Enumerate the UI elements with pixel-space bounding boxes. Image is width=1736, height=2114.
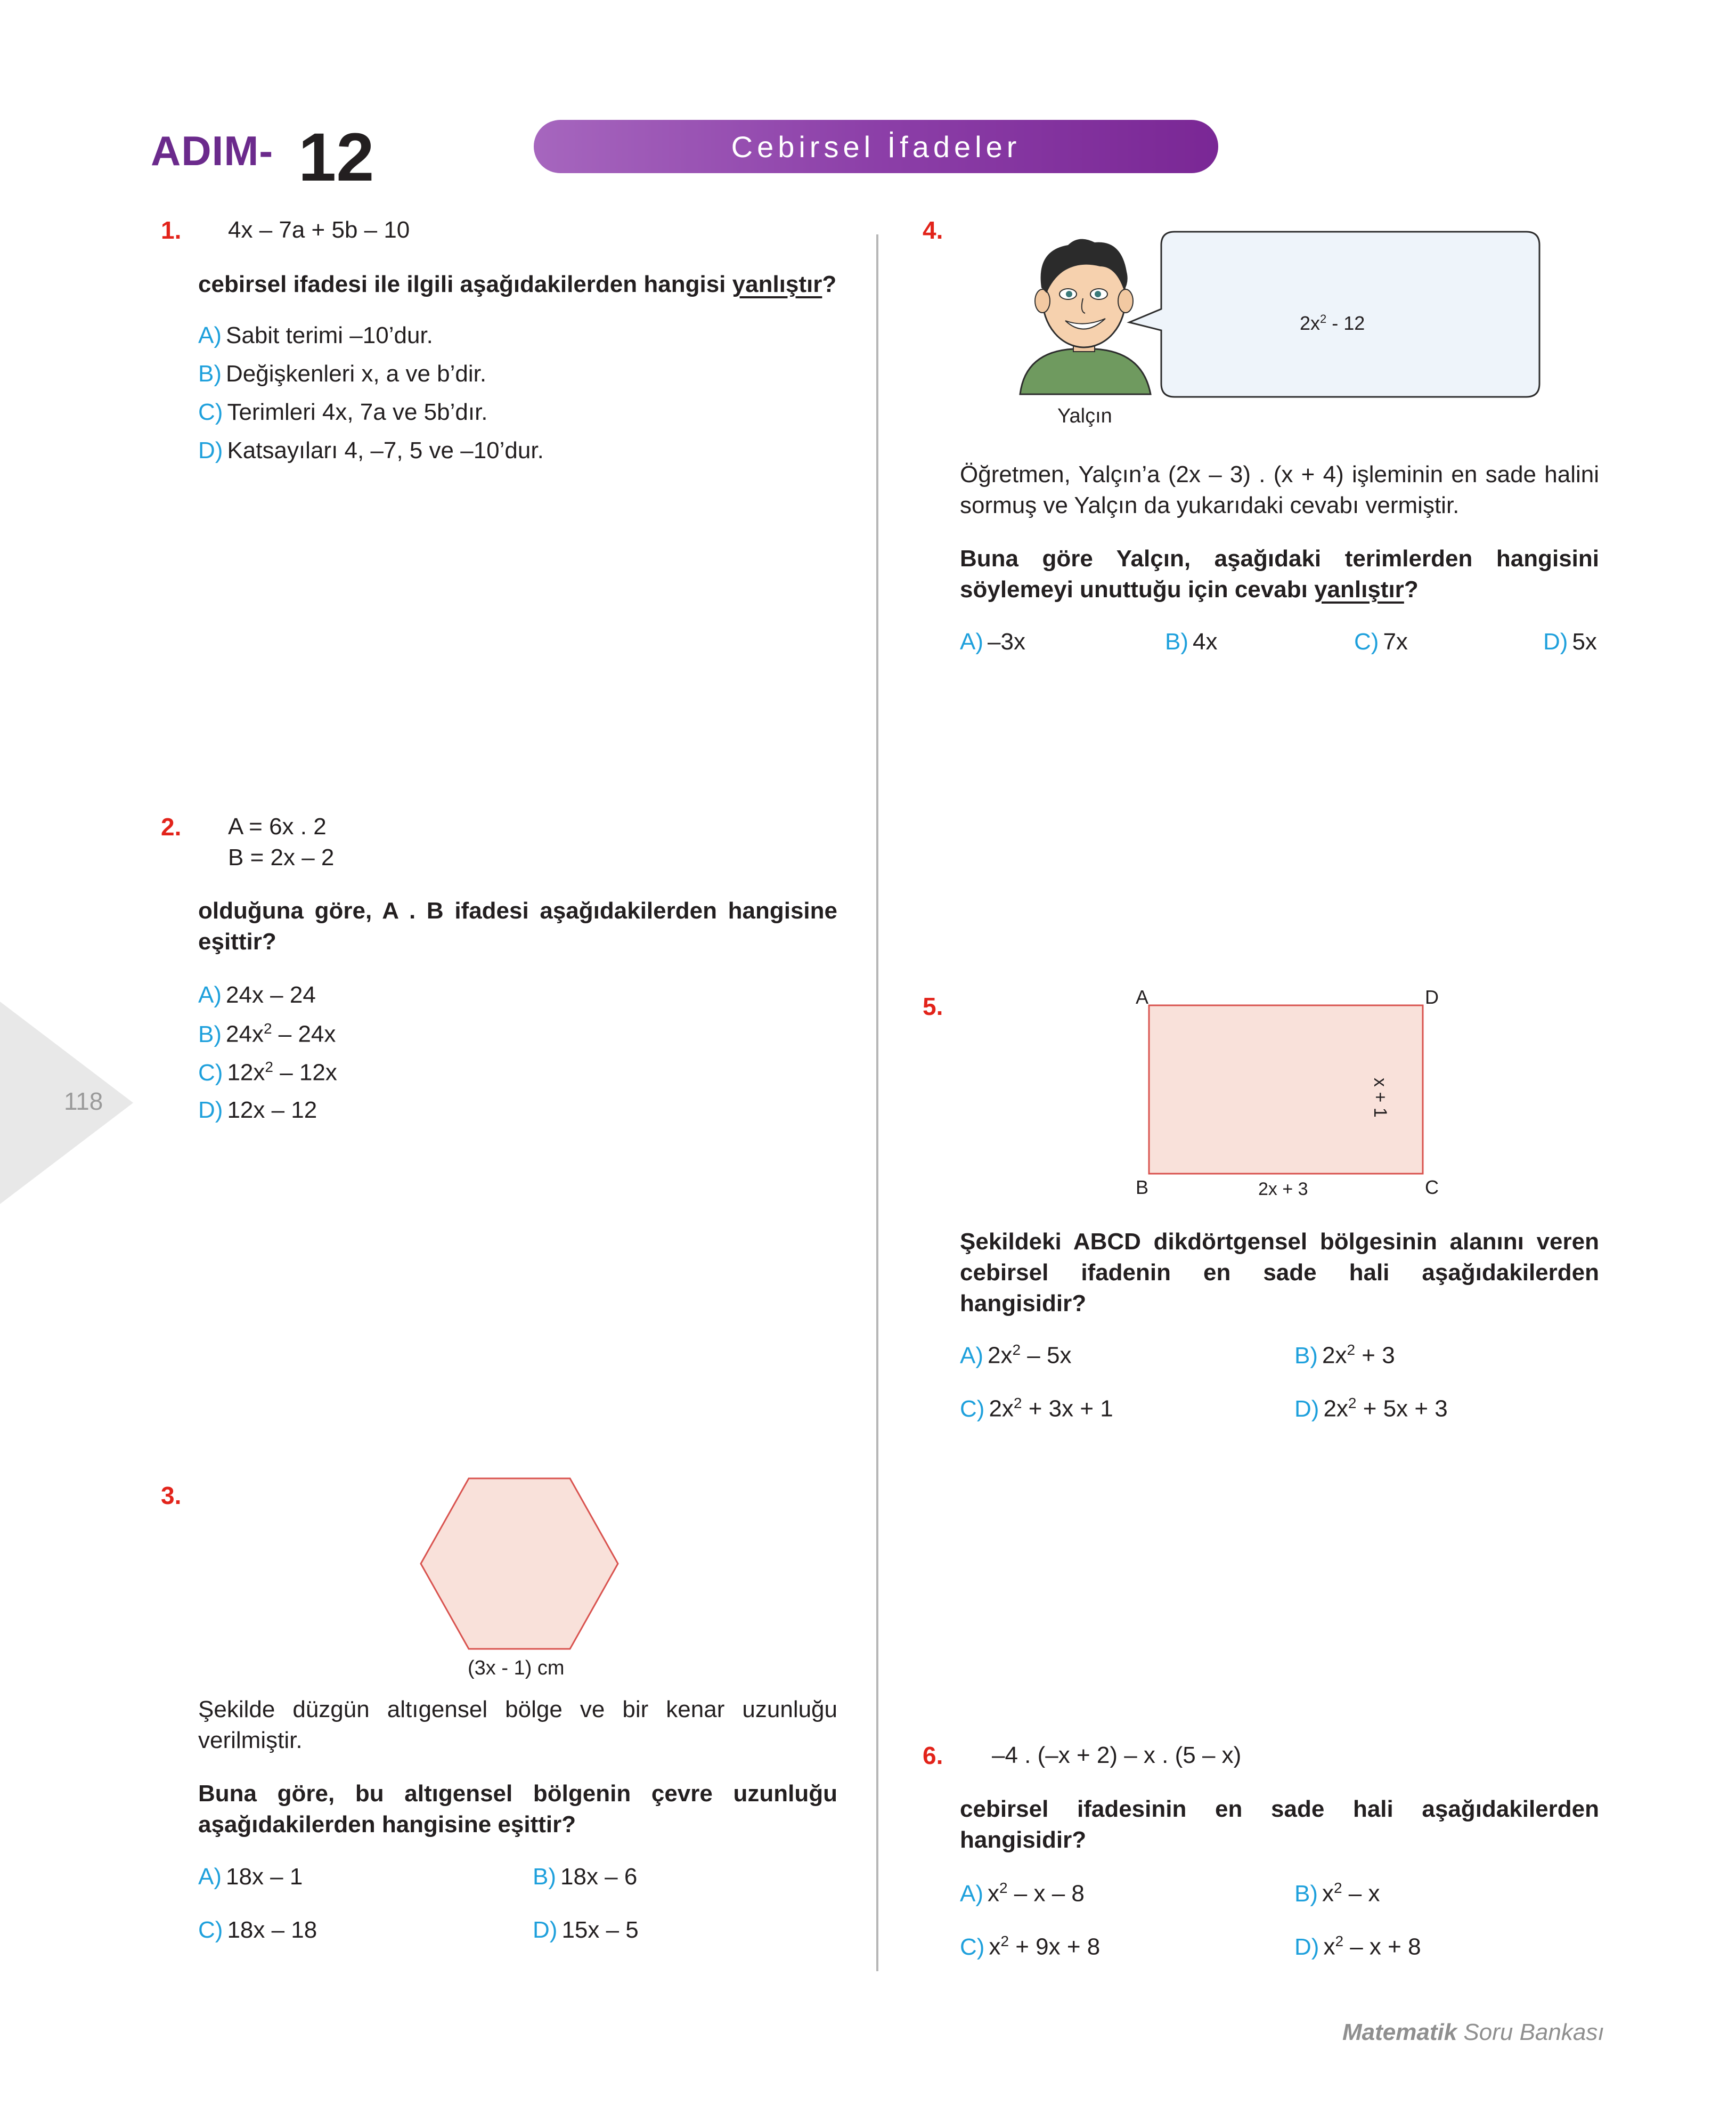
q4-person-name: Yalçın [1057,405,1112,427]
option-text: x [989,1933,1001,1960]
q4-option-a[interactable] [960,629,1025,655]
option-exponent: 2 [1348,1395,1357,1411]
q1-question-text: cebirsel ifadesi ile ilgili aşağıdakilerden hangisi [198,271,732,297]
q2-line-b: B = 2x – 2 [228,844,335,871]
boy-ear-right [1118,289,1133,313]
q6-option-c[interactable] [960,1933,1100,1961]
option-text: 12x [227,1059,265,1086]
vertex-b-label: B [1136,1176,1149,1198]
q4-question-emphasis: yanlıştır [1314,576,1404,603]
option-text: x [988,1880,999,1907]
option-text: 2x [988,1342,1013,1369]
option-text: 7x [1383,629,1408,655]
option-exponent: 2 [265,1059,273,1075]
adim-label: ADIM- [151,127,274,174]
boy-shirt [1020,349,1151,394]
q6-question: cebirsel ifadesinin en sade hali aşağıdakilerden hangisidir? [960,1796,1599,1853]
option-text: 2x [989,1395,1014,1422]
option-text: 18x – 18 [227,1917,317,1943]
q4-option-c[interactable] [1354,629,1408,655]
q4-bubble-answer [1300,304,1365,339]
vertex-c-label: C [1425,1176,1439,1198]
boy-pupil-left [1066,291,1072,297]
vertex-a-label: A [1136,986,1149,1008]
width-label: 2x + 3 [1258,1179,1308,1199]
option-letter: A) [960,1342,983,1369]
option-letter: D) [1294,1933,1319,1960]
option-text-rest: – 12x [273,1059,337,1086]
option-letter: B) [198,1021,222,1047]
option-text: x [1323,1933,1335,1960]
q1-question-mark: ? [822,271,837,297]
q6-expression: –4 . (–x + 2) – x . (5 – x) [992,1742,1242,1768]
option-text: –3x [988,629,1025,655]
option-letter: D) [533,1917,558,1943]
option-letter: A) [198,322,222,348]
topic-title: Cebirsel İfadeler [731,129,1021,164]
option-text: 18x – 1 [226,1864,303,1890]
q1-expression: 4x – 7a + 5b – 10 [228,217,410,243]
q5-option-a[interactable] [960,1341,1071,1369]
q3-option-b[interactable] [533,1864,637,1890]
q6-number: 6. [923,1742,943,1769]
option-exponent: 2 [1334,1880,1342,1896]
adim-number: 12 [298,119,374,196]
option-exponent: 2 [1000,1933,1009,1949]
hexagon-shape [421,1478,618,1649]
option-letter: B) [1165,629,1188,655]
option-letter: C) [1354,629,1379,655]
option-letter: A) [198,1864,222,1890]
option-text: 12x – 12 [227,1097,317,1123]
q3-question: Buna göre, bu altıgensel bölgenin çevre uzunluğu aşağıdakilerden hangisine eşittir? [198,1780,837,1837]
option-text: 2x [1323,1395,1348,1422]
option-exponent: 2 [1013,1395,1022,1411]
option-exponent: 2 [999,1880,1008,1896]
q4-question [960,543,1599,605]
footer-subtitle: Soru Bankası [1463,2019,1604,2045]
option-letter: A) [198,982,222,1008]
option-letter: C) [960,1933,985,1960]
q3-option-d[interactable] [533,1917,639,1944]
option-letter: B) [533,1864,556,1890]
option-text-rest: – x + 8 [1343,1933,1421,1960]
q4-question-text: Buna göre Yalçın, aşağıdaki terimlerden hangisini söylemeyi unuttuğu için cevabı [960,546,1599,603]
q3-side-label: (3x - 1) cm [468,1657,565,1679]
q1-number: 1. [161,216,182,244]
q5-option-b[interactable] [1294,1341,1395,1369]
option-text-rest: – 24x [272,1021,336,1047]
option-letter: B) [198,361,222,387]
q6-option-b[interactable] [1294,1880,1380,1907]
option-exponent: 2 [263,1020,272,1037]
option-text: Katsayıları 4, –7, 5 ve –10’dur. [227,437,544,464]
option-text-rest: + 3x + 1 [1022,1395,1113,1422]
option-text: 4x [1193,629,1218,655]
option-text: 18x – 6 [560,1864,638,1890]
q1-option-d[interactable] [198,437,544,464]
option-exponent: 2 [1335,1933,1344,1949]
q2-number: 2. [161,813,182,841]
option-text: 5x [1572,629,1597,655]
q2-option-a[interactable] [198,982,316,1009]
option-letter: D) [198,1097,223,1123]
option-text: 15x – 5 [561,1917,639,1943]
q4-question-mark: ? [1404,576,1419,603]
q5-question: Şekildeki ABCD dikdörtgensel bölgesinin alanını veren cebirsel ifadenin en sade hali aşağıdakilerden hangisidir? [960,1229,1599,1316]
q2-option-d[interactable] [198,1097,317,1124]
option-letter: B) [1294,1880,1318,1907]
option-text-rest: + 5x + 3 [1356,1395,1448,1422]
option-letter: C) [198,1917,223,1943]
option-text-rest: – x [1342,1880,1380,1907]
option-letter: A) [960,629,983,655]
option-text: 2x [1322,1342,1347,1369]
q2-option-b[interactable] [198,1020,336,1048]
q5-option-d[interactable] [1294,1395,1448,1422]
q4-text: Öğretmen, Yalçın’a (2x – 3) . (x + 4) işleminin en sade halini sormuş ve Yalçın da yukarıdaki cevabı vermiştir. [960,461,1599,518]
option-letter: B) [1294,1342,1318,1369]
q4-option-d[interactable] [1543,629,1597,655]
boy-ear-left [1035,289,1050,313]
q3-option-a[interactable] [198,1864,303,1890]
q4-option-b[interactable] [1165,629,1217,655]
q1-option-c[interactable] [198,399,488,426]
q4-number: 4. [923,216,943,244]
q6-option-d[interactable] [1294,1933,1421,1961]
option-text: 24x [226,1021,264,1047]
option-letter: C) [198,1059,223,1086]
option-letter: A) [960,1880,983,1907]
option-text-rest: – 5x [1021,1342,1072,1369]
option-exponent: 2 [1012,1341,1021,1358]
q5-number: 5. [923,993,943,1020]
q1-option-b[interactable] [198,361,486,387]
q1-question [198,269,837,300]
option-letter: D) [1294,1395,1319,1422]
option-text: x [1322,1880,1334,1907]
bubble-text: 2x [1300,312,1321,334]
column-divider [876,234,878,1971]
footer-brand [1342,2019,1604,2046]
height-label: x + 1 [1370,1078,1390,1118]
option-letter: D) [198,437,223,464]
option-text: Terimleri 4x, 7a ve 5b’dır. [227,399,488,425]
option-text: Sabit terimi –10’dur. [226,322,433,348]
page-number: 118 [64,1087,103,1115]
option-text: 24x – 24 [226,982,316,1008]
vertex-d-label: D [1425,986,1439,1008]
q2-option-c[interactable] [198,1059,337,1086]
q3-number: 3. [161,1482,182,1509]
q3-text: Şekilde düzgün altıgensel bölge ve bir kenar uzunluğu verilmiştir. [198,1696,837,1753]
boy-pupil-right [1095,291,1101,297]
option-text-rest: + 9x + 8 [1009,1933,1101,1960]
option-text-rest: + 3 [1355,1342,1395,1369]
footer-brand-name: Matematik [1342,2019,1457,2045]
option-text-rest: – x – 8 [1007,1880,1085,1907]
option-letter: C) [198,399,223,425]
q4-speech-illustration [1015,229,1542,405]
q2-line-a: A = 6x . 2 [228,814,327,840]
q2-question: olduğuna göre, A . B ifadesi aşağıdakilerden hangisine eşittir? [198,898,837,955]
option-letter: D) [1543,629,1568,655]
option-text: Değişkenleri x, a ve b’dir. [226,361,487,387]
option-exponent: 2 [1347,1341,1356,1358]
option-letter: C) [960,1395,985,1422]
bubble-text-rest: - 12 [1326,312,1365,334]
q6-option-a[interactable] [960,1880,1085,1907]
q1-option-a[interactable] [198,322,433,349]
q1-question-emphasis: yanlıştır [732,271,822,297]
bubble-exponent: 2 [1320,312,1327,326]
q3-hexagon-figure [418,1476,621,1652]
q3-option-c[interactable] [198,1917,317,1944]
q5-option-c[interactable] [960,1395,1113,1422]
topic-banner [534,120,1218,173]
